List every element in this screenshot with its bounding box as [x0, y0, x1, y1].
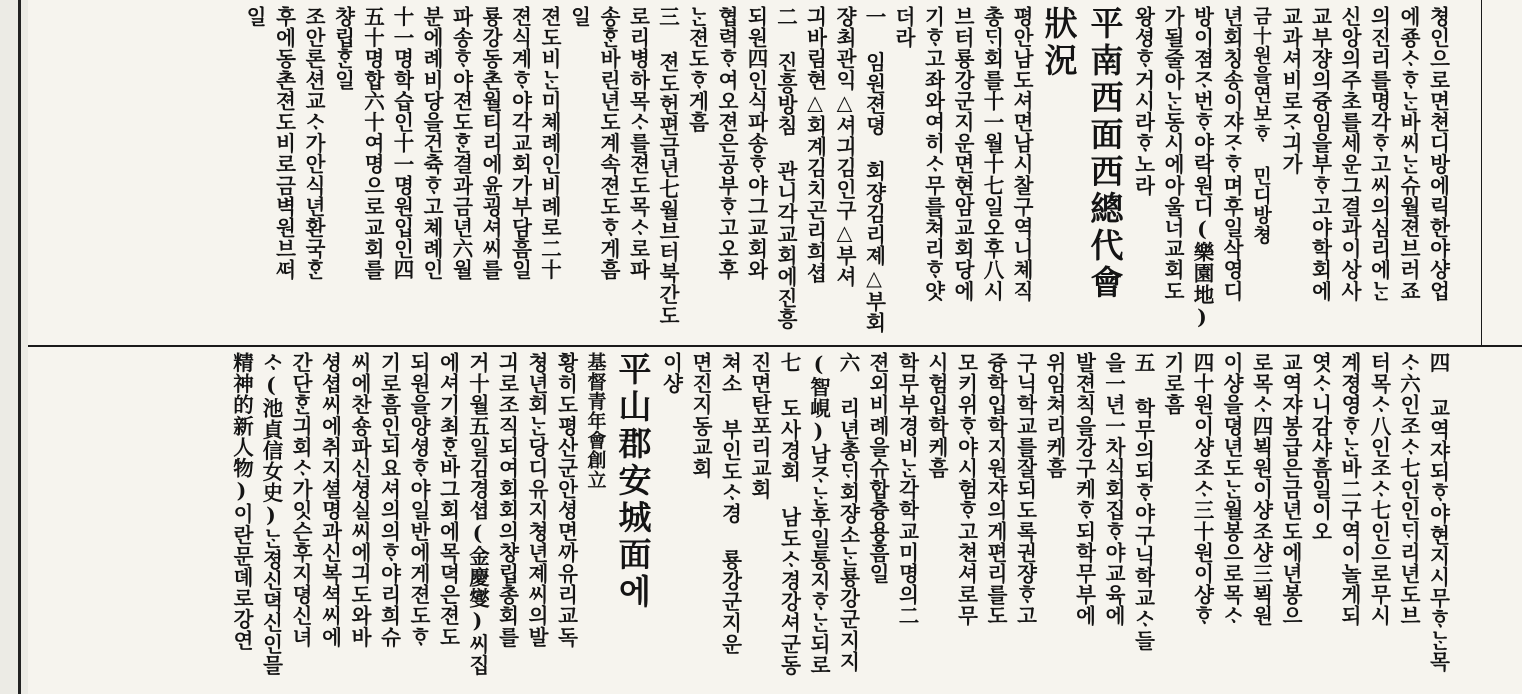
text-column: 후에동촌젼도비로금벽원브ᄯᅥ [272, 6, 296, 281]
text-column: 되원四인식파송ᄒᆞ야그교회와 [744, 6, 768, 281]
text-column: 년회칭송이쟈ᄌᆞᄒᆞ며후일삭영디 [1219, 6, 1244, 302]
text-column: 계졍영ᄒᆞᄂᆞᆫ바二구역이놀게되 [1337, 352, 1362, 627]
bottom-article-block [30, 352, 1452, 688]
text-column: 분에례비당을건츅ᄒᆞ고쳬례인 [419, 6, 444, 281]
text-column: 진면탄포리교회 [747, 352, 772, 500]
text-column: 긔바림현△회계김치곤리희셥 [803, 6, 827, 284]
text-column: 四十원이샹조ᄉᆞ三十원이샹ᄒᆞ [1190, 352, 1214, 627]
text-column: 발젼칙을강구케ᄒᆞ되학무부에 [1072, 352, 1096, 627]
text-column: 방이졈ᄌᆞ번ᄒᆞ야락원디(樂園地) [1190, 6, 1214, 330]
text-column: 교부쟝의즁임을부ᄒᆞ고야학회에 [1308, 6, 1332, 302]
text-column: 로목ᄉᆞ四뵉원이샹조샹三뵉원 [1249, 352, 1273, 627]
text-column: ᄉᆞ(池貞信女史)ᄂᆞᆫ졍신뎍신인믈 [259, 352, 283, 676]
text-column: 쳥년회ᄂᆞᆫ당디유지쳥년졔씨의발 [524, 352, 549, 648]
text-column: 평안남도셔면남시찰구역니쳬직 [1009, 6, 1034, 302]
text-column: 쟝최관익△셔긔김인구△부셔 [832, 6, 857, 288]
text-column: 되원을양셩ᄒᆞ야일반에게젼도ᄒᆞ [406, 352, 431, 648]
text-column: 가될줄아ᄂᆞᆫ동시에아울너교회도 [1160, 6, 1185, 302]
text-column: 五十명합六十여명으로교회를 [360, 6, 385, 281]
text-column: 셩셥씨에취지셜명과신복셕씨에 [318, 352, 342, 648]
section-divider-horizontal [28, 345, 1522, 347]
text-column: 七 도사경회 남도ᄉᆞ경강셔군동 [777, 352, 801, 676]
text-column: 精神的新人物)이란문뎨로강연 [229, 352, 254, 651]
text-column: 룡강동촌월티리에윤굉셔씨를 [478, 6, 503, 281]
text-column: 금十원을연보ᄒᆞ 민디방쳥 [1250, 6, 1272, 245]
top-article-block [30, 6, 1452, 342]
text-column: 일 [567, 6, 591, 28]
text-column: 조안론션교ᄉᆞ가안식년환국ᄒᆞᆫ [301, 6, 326, 281]
text-column: 학무부경비ᄂᆞᆫ각학교미명의二 [895, 352, 919, 627]
text-column: 四 교역쟈되ᄒᆞ야현지시무ᄒᆞᄂᆞᆫ목 [1426, 352, 1450, 672]
text-column: 五 학무의되ᄒᆞ야구닉학교ᄉᆞ들 [1131, 352, 1155, 651]
column-rule [1481, 0, 1482, 345]
text-column: 긔로조직되여회회의챵립총회를 [495, 352, 519, 648]
text-column: 젼식계ᄒᆞ야각교회가부담흠일 [508, 6, 532, 281]
text-column: 신앙의주초를세운그결과이상사 [1337, 6, 1362, 302]
text-column: 송ᄒᆞᆫ바린년도계속젼도ᄒᆞ게흠 [596, 6, 621, 281]
text-column: 一 임원젼뎡 회쟝김리졔△부회 [862, 6, 886, 333]
left-border-rule [18, 0, 21, 694]
text-column: 이샹 [659, 352, 683, 395]
text-column: 기로흠 [1160, 352, 1185, 416]
text-column: 엿ᄉᆞ니감샤흠일이오 [1308, 352, 1332, 542]
text-column: 로리병하목ᄉᆞ를젼도목ᄉᆞ로파 [626, 6, 650, 281]
text-column: 위임쳐리케흠 [1042, 352, 1067, 479]
article-headline: 平南西面西總代會 [1085, 6, 1125, 302]
text-column: 터목ᄉᆞ八인조ᄉᆞ七인으로무시 [1367, 352, 1391, 627]
article-subheadline: 基督青年會創立 [584, 352, 607, 490]
text-column: 十一명학습인十一명원입인四 [390, 6, 414, 281]
text-column: 二 진흥방침 관니각교회에진흥 [773, 6, 798, 330]
text-column: 을一년一차식회집ᄒᆞ야교육에 [1101, 352, 1126, 627]
text-column: 거十월五일김경셥(金慶燮)씨집 [465, 352, 490, 676]
text-column: 더라 [891, 6, 916, 49]
text-column: 의진리를명각ᄒᆞ고씨의심리에ᄂᆞᆫ [1367, 6, 1391, 302]
text-column: 기ᄒᆞ고좌와여히ᄉᆞ무를쳐리ᄒᆞ얏 [921, 6, 945, 302]
text-column: 씨에찬숑파신셩실씨에긔도와바 [347, 352, 372, 648]
text-column: 파송ᄒᆞ야젼도ᄒᆞᆫ결과금년六월 [449, 6, 473, 281]
text-column: 쳐소 부인도ᄉᆞ경 룡강군지운 [718, 352, 742, 655]
text-column: 면진지동교회 [688, 352, 713, 479]
text-column: 이샹을뎡년도ᄂᆞᆫ월봉으로목ᄉᆞ [1219, 352, 1244, 627]
text-column: ᄉᆞ六인조ᄉᆞ七인인ᄃᆡ리년도브 [1396, 352, 1421, 627]
text-column: 젼도비ᄂᆞᆫ미쳬례인비례로二十 [537, 6, 562, 281]
text-column: 교역쟈봉급은금년도에년봉으 [1278, 352, 1303, 627]
article-headline-sub: 狀況 [1039, 6, 1079, 80]
text-column: 즁학입학지원쟈의게편리를도 [983, 352, 1008, 627]
text-column: 교과셔비로ᄌᆞ긔가 [1278, 6, 1303, 175]
text-column: 구닉학교를잘되도록권쟝ᄒᆞ고 [1013, 352, 1037, 627]
text-column: 쳥인으로면쳔디방에릭한야샹업 [1426, 6, 1450, 302]
text-column: 황히도평산군안셩면ᄭᅡ유리교독 [554, 352, 578, 648]
page-margin [0, 0, 28, 694]
text-column: (智峴)남ᄌᆞᄂᆞᆫ후일통지ᄒᆞᄂᆞᆫ되로 [806, 352, 831, 676]
article-headline: 平山郡安城面에 [613, 352, 653, 611]
text-column: 협력ᄒᆞ여오젼은공부ᄒᆞ고오후 [714, 6, 739, 281]
text-column: 시험입학케흠 [924, 352, 949, 479]
text-column: 젼외비례을슈합츙용흠일 [865, 352, 890, 585]
text-column: 총ᄃᆡ회를十一월十七일오후八시 [980, 6, 1004, 302]
text-column: 에죵ᄉᆞᄒᆞᄂᆞᆫ바씨ᄂᆞᆫ슈월젼브러죠 [1396, 6, 1421, 302]
text-column: 三 젼도헌편금년七월브터북간도 [655, 6, 680, 326]
text-column: 간단ᄒᆞᆫ긔회ᄉᆞ가잇슨후지뎡신녀 [288, 352, 313, 648]
text-column: 챵립ᄒᆞᆫ일 [331, 6, 355, 91]
text-column: ᄂᆞᆫ젼도ᄒᆞ게흠 [685, 6, 709, 133]
text-column: 일 [242, 6, 267, 28]
text-column: 왕셩ᄒᆞ거시라ᄒᆞ노라 [1131, 6, 1155, 196]
text-column: 브터룡강군지운면현암교회당에 [950, 6, 975, 302]
text-column: 기로흠인되요셔의의ᄒᆞ야리희슈 [377, 352, 401, 648]
text-column: 六 리년총ᄃᆡ회쟝소ᄂᆞᆫ룡강군지지 [836, 352, 860, 672]
text-column: 에셔기최ᄒᆞᆫ바그회에목뎍은젼도 [436, 352, 460, 648]
text-column: 모키위ᄒᆞ야시험ᄒᆞ고쳔셔로무 [954, 352, 978, 627]
